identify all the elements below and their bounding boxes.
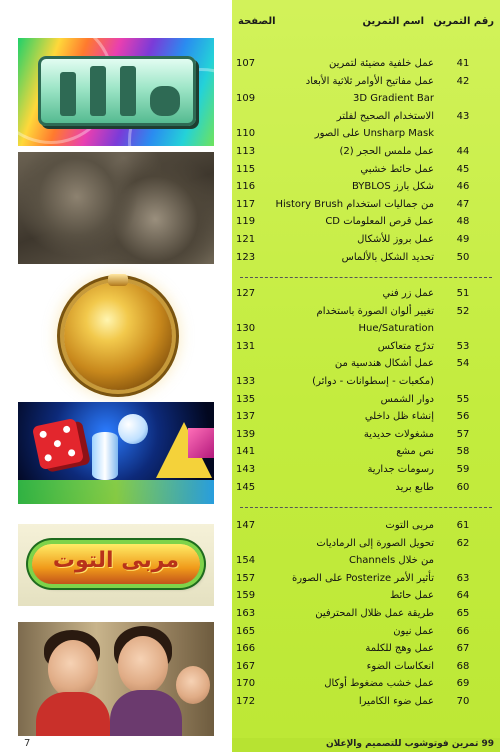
toc-row <box>232 411 500 427</box>
exercise-number: 59 <box>456 464 470 475</box>
toc-row <box>232 538 500 554</box>
toc-row <box>232 520 500 536</box>
toc-row <box>232 590 500 606</box>
toc-row <box>232 128 500 144</box>
golden-button-image <box>64 282 172 390</box>
toc-row <box>232 643 500 659</box>
exercise-name: Unsharp Mask على الصور <box>314 128 434 140</box>
toc-row <box>232 252 500 268</box>
exercise-name: (مكعبات - إسطوانات - دوائر) <box>312 376 434 387</box>
section-divider <box>240 277 492 278</box>
exercise-page: 137 <box>236 411 256 423</box>
exercise-number: 44 <box>456 146 470 157</box>
exercise-page: 147 <box>236 520 256 531</box>
section-divider <box>240 507 492 508</box>
exercise-number: 47 <box>456 198 470 210</box>
exercise-name: تأثير الأمر Posterize على الصورة <box>292 572 434 584</box>
exercise-number: 65 <box>456 608 470 619</box>
exercise-name: عمل نيون <box>393 625 434 637</box>
exercise-number: 63 <box>456 572 470 584</box>
toc-row <box>232 555 500 571</box>
exercise-page: 130 <box>236 323 256 335</box>
toc-row <box>232 164 500 180</box>
toc-row <box>232 216 500 232</box>
exercise-page: 113 <box>236 146 256 157</box>
exercise-number: 54 <box>456 358 470 370</box>
toc-row <box>232 429 500 445</box>
toc-row <box>232 234 500 250</box>
exercise-number: 52 <box>456 305 470 317</box>
exercise-number: 49 <box>456 234 470 245</box>
exercise-name: دوار الشمس <box>380 393 434 405</box>
exercise-name: الاستخدام الصحيح لفلتر <box>336 110 434 122</box>
exercise-name: رسومات جدارية <box>367 464 434 475</box>
exercise-number: 46 <box>456 181 470 193</box>
exercise-page: 145 <box>236 481 256 493</box>
mulberry-jam-image-text: مربى التوت <box>52 548 180 573</box>
exercise-name: تغيير ألوان الصورة باستخدام <box>316 305 434 317</box>
header-number: رقم التمرين <box>433 16 494 27</box>
exercise-page: 110 <box>236 128 256 140</box>
exercise-name: عمل ملمس الحجر (2) <box>339 146 434 157</box>
exercise-name: عمل حائط <box>389 590 434 602</box>
stone-texture-image <box>18 152 214 264</box>
toc-row <box>232 111 500 127</box>
exercise-number: 70 <box>456 696 470 707</box>
exercise-page: 143 <box>236 464 256 475</box>
exercise-name: مربى التوت <box>385 520 434 531</box>
page-number: 7 <box>24 738 31 749</box>
header-page: الصفحة <box>238 16 276 27</box>
exercise-page: 107 <box>236 58 256 69</box>
exercise-number: 66 <box>456 625 470 637</box>
exercise-number: 64 <box>456 590 470 602</box>
exercise-number: 58 <box>456 446 470 458</box>
exercise-page: 157 <box>236 572 256 584</box>
toc-row <box>232 394 500 410</box>
exercise-page: 127 <box>236 288 256 299</box>
exercise-name: عمل قرص المعلومات CD <box>325 216 434 228</box>
exercise-page: 141 <box>236 446 256 458</box>
exercise-number: 56 <box>456 411 470 423</box>
exercise-page: 109 <box>236 93 256 105</box>
geometric-shapes-image <box>18 402 214 504</box>
exercise-page: 167 <box>236 660 256 672</box>
exercise-number: 61 <box>456 520 470 531</box>
toc-row <box>232 323 500 339</box>
exercise-name: شكل بارز BYBLOS <box>351 181 434 193</box>
mulberry-jam-text-image <box>18 524 214 606</box>
exercise-name: عمل أشكال هندسية من <box>334 358 434 370</box>
exercise-page: 172 <box>236 696 256 707</box>
toc-row <box>232 58 500 74</box>
exercise-page: 139 <box>236 428 256 440</box>
table-of-contents <box>232 0 500 738</box>
exercise-number: 57 <box>456 428 470 440</box>
exercise-page: 170 <box>236 678 256 690</box>
exercise-number: 60 <box>456 481 470 493</box>
glowing-calligraphy-image <box>18 38 214 146</box>
exercise-name: عمل خشب مضغوط أوكال <box>324 678 434 690</box>
exercise-name: نص مشع <box>396 446 434 458</box>
exercise-name: 3D Gradient Bar <box>352 93 434 105</box>
exercise-name: Hue/Saturation <box>358 323 434 335</box>
exercise-name: إنشاء ظل داخلي <box>364 411 434 423</box>
toc-row <box>232 306 500 322</box>
toc-row <box>232 199 500 215</box>
exercise-name: طابع بريد <box>395 481 434 493</box>
toc-row <box>232 341 500 357</box>
exercise-page: 131 <box>236 340 256 352</box>
toc-row <box>232 608 500 624</box>
exercise-number: 51 <box>456 288 470 299</box>
exercise-page: 119 <box>236 216 256 228</box>
exercise-page: 115 <box>236 163 256 175</box>
exercise-page: 159 <box>236 590 256 602</box>
exercise-page: 116 <box>236 181 256 193</box>
exercise-page: 133 <box>236 376 256 387</box>
exercise-page: 166 <box>236 643 256 655</box>
exercise-name: عمل بروز للأشكال <box>357 234 434 245</box>
exercise-page: 165 <box>236 625 256 637</box>
exercise-number: 48 <box>456 216 470 228</box>
toc-row <box>232 376 500 392</box>
illustration-column <box>0 0 232 752</box>
toc-row <box>232 482 500 498</box>
toc-row <box>232 76 500 92</box>
toc-row <box>232 573 500 589</box>
exercise-number: 45 <box>456 163 470 175</box>
children-photo-image <box>18 622 214 736</box>
toc-row <box>232 661 500 677</box>
header-name: اسم التمرين <box>362 16 424 27</box>
exercise-page: 154 <box>236 555 256 567</box>
exercise-number: 53 <box>456 340 470 352</box>
exercise-number: 50 <box>456 251 470 263</box>
exercise-name: تحديد الشكل بالألماس <box>341 251 434 263</box>
exercise-name: عمل خلفية مضيئة لتمرين <box>329 58 434 69</box>
toc-row <box>232 146 500 162</box>
footer-bar <box>232 738 500 752</box>
exercise-name: تحويل الصورة إلى الرماديات <box>316 537 434 549</box>
exercise-name: تدرّج متعاكس <box>377 340 434 352</box>
exercise-number: 68 <box>456 660 470 672</box>
exercise-number: 67 <box>456 643 470 655</box>
exercise-name: طريقة عمل ظلال المحترفين <box>315 608 434 619</box>
exercise-page: 163 <box>236 608 256 619</box>
exercise-page: 123 <box>236 251 256 263</box>
exercise-page: 121 <box>236 234 256 245</box>
book-title: 99 تمرين فوتوشوب للتصميم والإعلان <box>325 739 494 749</box>
toc-row <box>232 446 500 462</box>
exercise-number: 62 <box>456 537 470 549</box>
toc-row <box>232 464 500 480</box>
exercise-page: 117 <box>236 198 256 210</box>
exercise-name: مشغولات حديدية <box>363 428 434 440</box>
toc-row <box>232 678 500 694</box>
exercise-name: عمل وهج للكلمة <box>365 643 434 655</box>
exercise-number: 69 <box>456 678 470 690</box>
exercise-number: 43 <box>456 110 470 122</box>
exercise-name: انعكاسات الضوء <box>366 660 434 672</box>
exercise-number: 42 <box>456 75 470 87</box>
toc-row <box>232 181 500 197</box>
exercise-page: 135 <box>236 393 256 405</box>
toc-row <box>232 696 500 712</box>
toc-row <box>232 288 500 304</box>
toc-row <box>232 626 500 642</box>
exercise-name: عمل زر فني <box>382 288 434 299</box>
toc-row <box>232 358 500 374</box>
exercise-name: من جماليات استخدام History Brush <box>275 198 434 210</box>
exercise-name: عمل حائط خشبي <box>360 163 434 175</box>
toc-row <box>232 93 500 109</box>
exercise-name: من خلال Channels <box>348 555 434 567</box>
exercise-number: 41 <box>456 58 470 69</box>
exercise-name: عمل ضوء الكاميرا <box>358 696 434 707</box>
exercise-name: عمل مفاتيح الأوامر ثلاثية الأبعاد <box>305 75 434 87</box>
exercise-number: 55 <box>456 393 470 405</box>
